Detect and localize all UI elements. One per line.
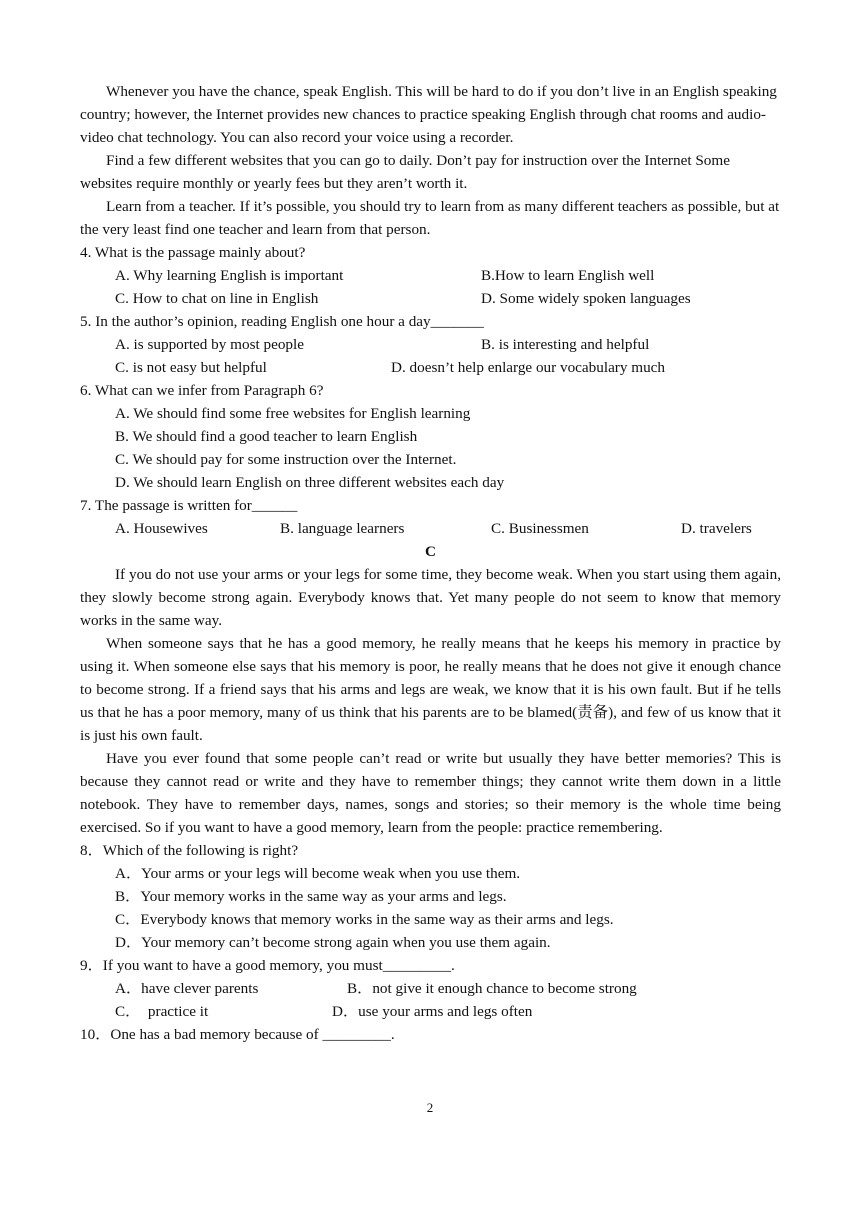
option: A．have clever parents — [115, 980, 259, 997]
option: C．Everybody knows that memory works in the same way as their arms and legs. — [115, 911, 614, 928]
paragraph: When someone says that he has a good memory, he really means that he keeps his memory in practice by using it. When someone else says that his memory is poor, he really means that he does not give it enough chance to become strong. If a friend says that his arms and legs are weak, we know that it is his own fault. But if he tells us that he has a poor memory, many of us think that his parents are to be blamed(责备), and few of us know that it is just his own fault. — [80, 635, 781, 744]
option-group — [80, 264, 781, 310]
option: C. We should pay for some instruction over the Internet. — [115, 451, 457, 468]
paragraph: Learn from a teacher. If it’s possible, you should try to learn from as many different teachers as possible, but at the very least find one teacher and learn from that person. — [80, 198, 780, 238]
option: B.How to learn English well — [481, 267, 655, 284]
option: D．Your memory can’t become strong again when you use them again. — [115, 934, 551, 951]
paragraph: Have you ever found that some people can’t read or write but usually they have better memories? This is because they cannot read or write and they have to remember things; they cannot write them down in a little notebook. They have to remember days, names, songs and stories; so their memory is the whole time being exercised. So if you want to have a good memory, learn from the people: practice remembering. — [80, 750, 781, 836]
option: B．Your memory works in the same way as your arms and legs. — [115, 888, 507, 905]
page-number: 2 — [426, 1100, 434, 1115]
question-stem: 10．One has a bad memory because of _________. — [80, 1026, 395, 1043]
question-stem: 9．If you want to have a good memory, you must_________. — [80, 957, 455, 974]
option: C. is not easy but helpful — [115, 359, 267, 376]
option: A. is supported by most people — [115, 336, 304, 353]
option: D．use your arms and legs often — [332, 1003, 533, 1020]
question-stem: 7. The passage is written for______ — [80, 497, 298, 514]
option-group — [80, 977, 781, 1023]
option: B. language learners — [280, 520, 405, 537]
option: D. doesn’t help enlarge our vocabulary much — [391, 359, 665, 376]
option: A. Why learning English is important — [115, 267, 344, 284]
option-group — [80, 517, 781, 540]
option: D. Some widely spoken languages — [481, 290, 691, 307]
option: A. Housewives — [115, 520, 208, 537]
paragraph: If you do not use your arms or your legs for some time, they become weak. When you start using them again, they slowly become strong again. Everybody knows that. Yet many people do not seem to know that memory works in the same way. — [80, 566, 781, 629]
option: B. is interesting and helpful — [481, 336, 650, 353]
option-group — [80, 862, 781, 954]
option: D. We should learn English on three different websites each day — [115, 474, 505, 491]
option: C. How to chat on line in English — [115, 290, 319, 307]
question-stem: 6. What can we infer from Paragraph 6? — [80, 382, 324, 399]
paragraph: Whenever you have the chance, speak English. This will be hard to do if you don’t live in an English speaking country; however, the Internet provides new chances to practice speaking English through chat rooms and audio-video chat technology. You can also record your voice using a recorder. — [80, 83, 777, 146]
option: A. We should find some free websites for English learning — [115, 405, 471, 422]
option: B. We should find a good teacher to learn English — [115, 428, 418, 445]
option: C. Businessmen — [491, 520, 589, 537]
option: B．not give it enough chance to become strong — [347, 980, 637, 997]
question-stem: 5. In the author’s opinion, reading English one hour a day_______ — [80, 313, 484, 330]
option-group — [80, 402, 781, 494]
option: A．Your arms or your legs will become weak when you use them. — [115, 865, 521, 882]
question-stem: 4. What is the passage mainly about? — [80, 244, 306, 261]
paragraph: Find a few different websites that you can go to daily. Don’t pay for instruction over the Internet Some websites require monthly or yearly fees but they aren’t worth it. — [80, 152, 730, 192]
exam-page — [80, 80, 781, 1046]
question-stem: 8．Which of the following is right? — [80, 842, 299, 859]
option: D. travelers — [681, 520, 752, 537]
option-group — [80, 333, 781, 379]
section-heading: C — [425, 543, 436, 560]
option: C． practice it — [115, 1003, 209, 1020]
